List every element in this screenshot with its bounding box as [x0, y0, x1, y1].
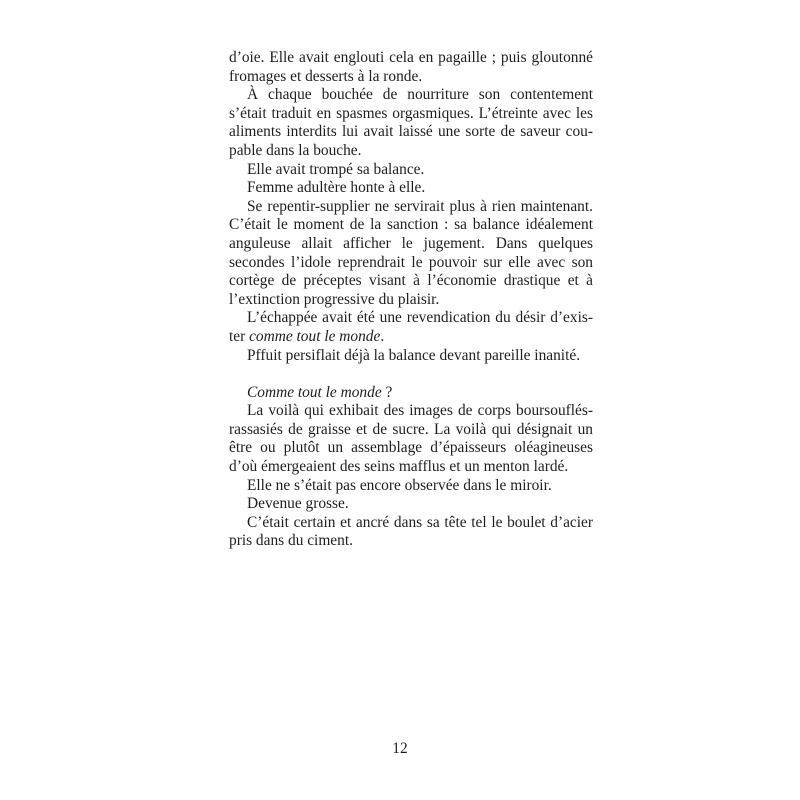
- paragraph-1: d’oie. Elle avait englouti cela en pagaille ; puis gloutonné fromages et desserts à la ronde.: [229, 49, 593, 85]
- paragraph-6-italic: comme tout le monde: [249, 327, 381, 345]
- paragraph-3: Elle avait trompé sa balance.: [247, 160, 425, 178]
- paragraph-5: Se repentir-supplier ne servirait plus à rien maintenant. C’était le moment de la sanction : sa balance idéalement anguleuse allait afficher le jugement. Dans quelques secondes l’idole reprendrait le pouvoir sur elle avec son cortège de préceptes visant à l’économie drastique et à l’extinction progressive du plaisir.: [229, 197, 593, 308]
- body-text: [229, 49, 593, 551]
- paragraph-9: La voilà qui exhibait des images de corps boursouflés-rassasiés de graisse et de sucre. La voilà qui désignait un être ou plutôt un assemblage d’épaisseurs oléagineuses d’où émergeaient des seins mafflus et un menton lardé.: [229, 402, 593, 476]
- paragraph-8: [229, 384, 593, 403]
- paragraph-8-after: ?: [381, 383, 393, 401]
- paragraph-6-after: .: [380, 327, 385, 345]
- paragraph-6-text: L’échappée avait été une revendication du désir d’exister: [229, 309, 593, 345]
- paragraph-2: À chaque bouchée de nourriture son contentement s’était traduit en spasmes orgasmiques. L’étreinte avec les aliments interdits lui avait laissé une sorte de saveur coupable dans la bouche.: [229, 86, 593, 159]
- paragraph-7: Pffuit persiflait déjà la balance devant pareille inanité.: [247, 346, 581, 364]
- paragraph-4: Femme adultère honte à elle.: [247, 179, 426, 197]
- paragraph-8-italic: Comme tout le monde: [247, 383, 382, 401]
- paragraph-12: C’était certain et ancré dans sa tête tel le boulet d’acier pris dans du ciment.: [229, 513, 593, 550]
- paragraph-11: Devenue grosse.: [247, 495, 349, 513]
- page-number: 12: [392, 740, 408, 757]
- paragraph-10: Elle ne s’était pas encore observée dans le miroir.: [247, 476, 552, 494]
- paragraph-6: [229, 309, 593, 346]
